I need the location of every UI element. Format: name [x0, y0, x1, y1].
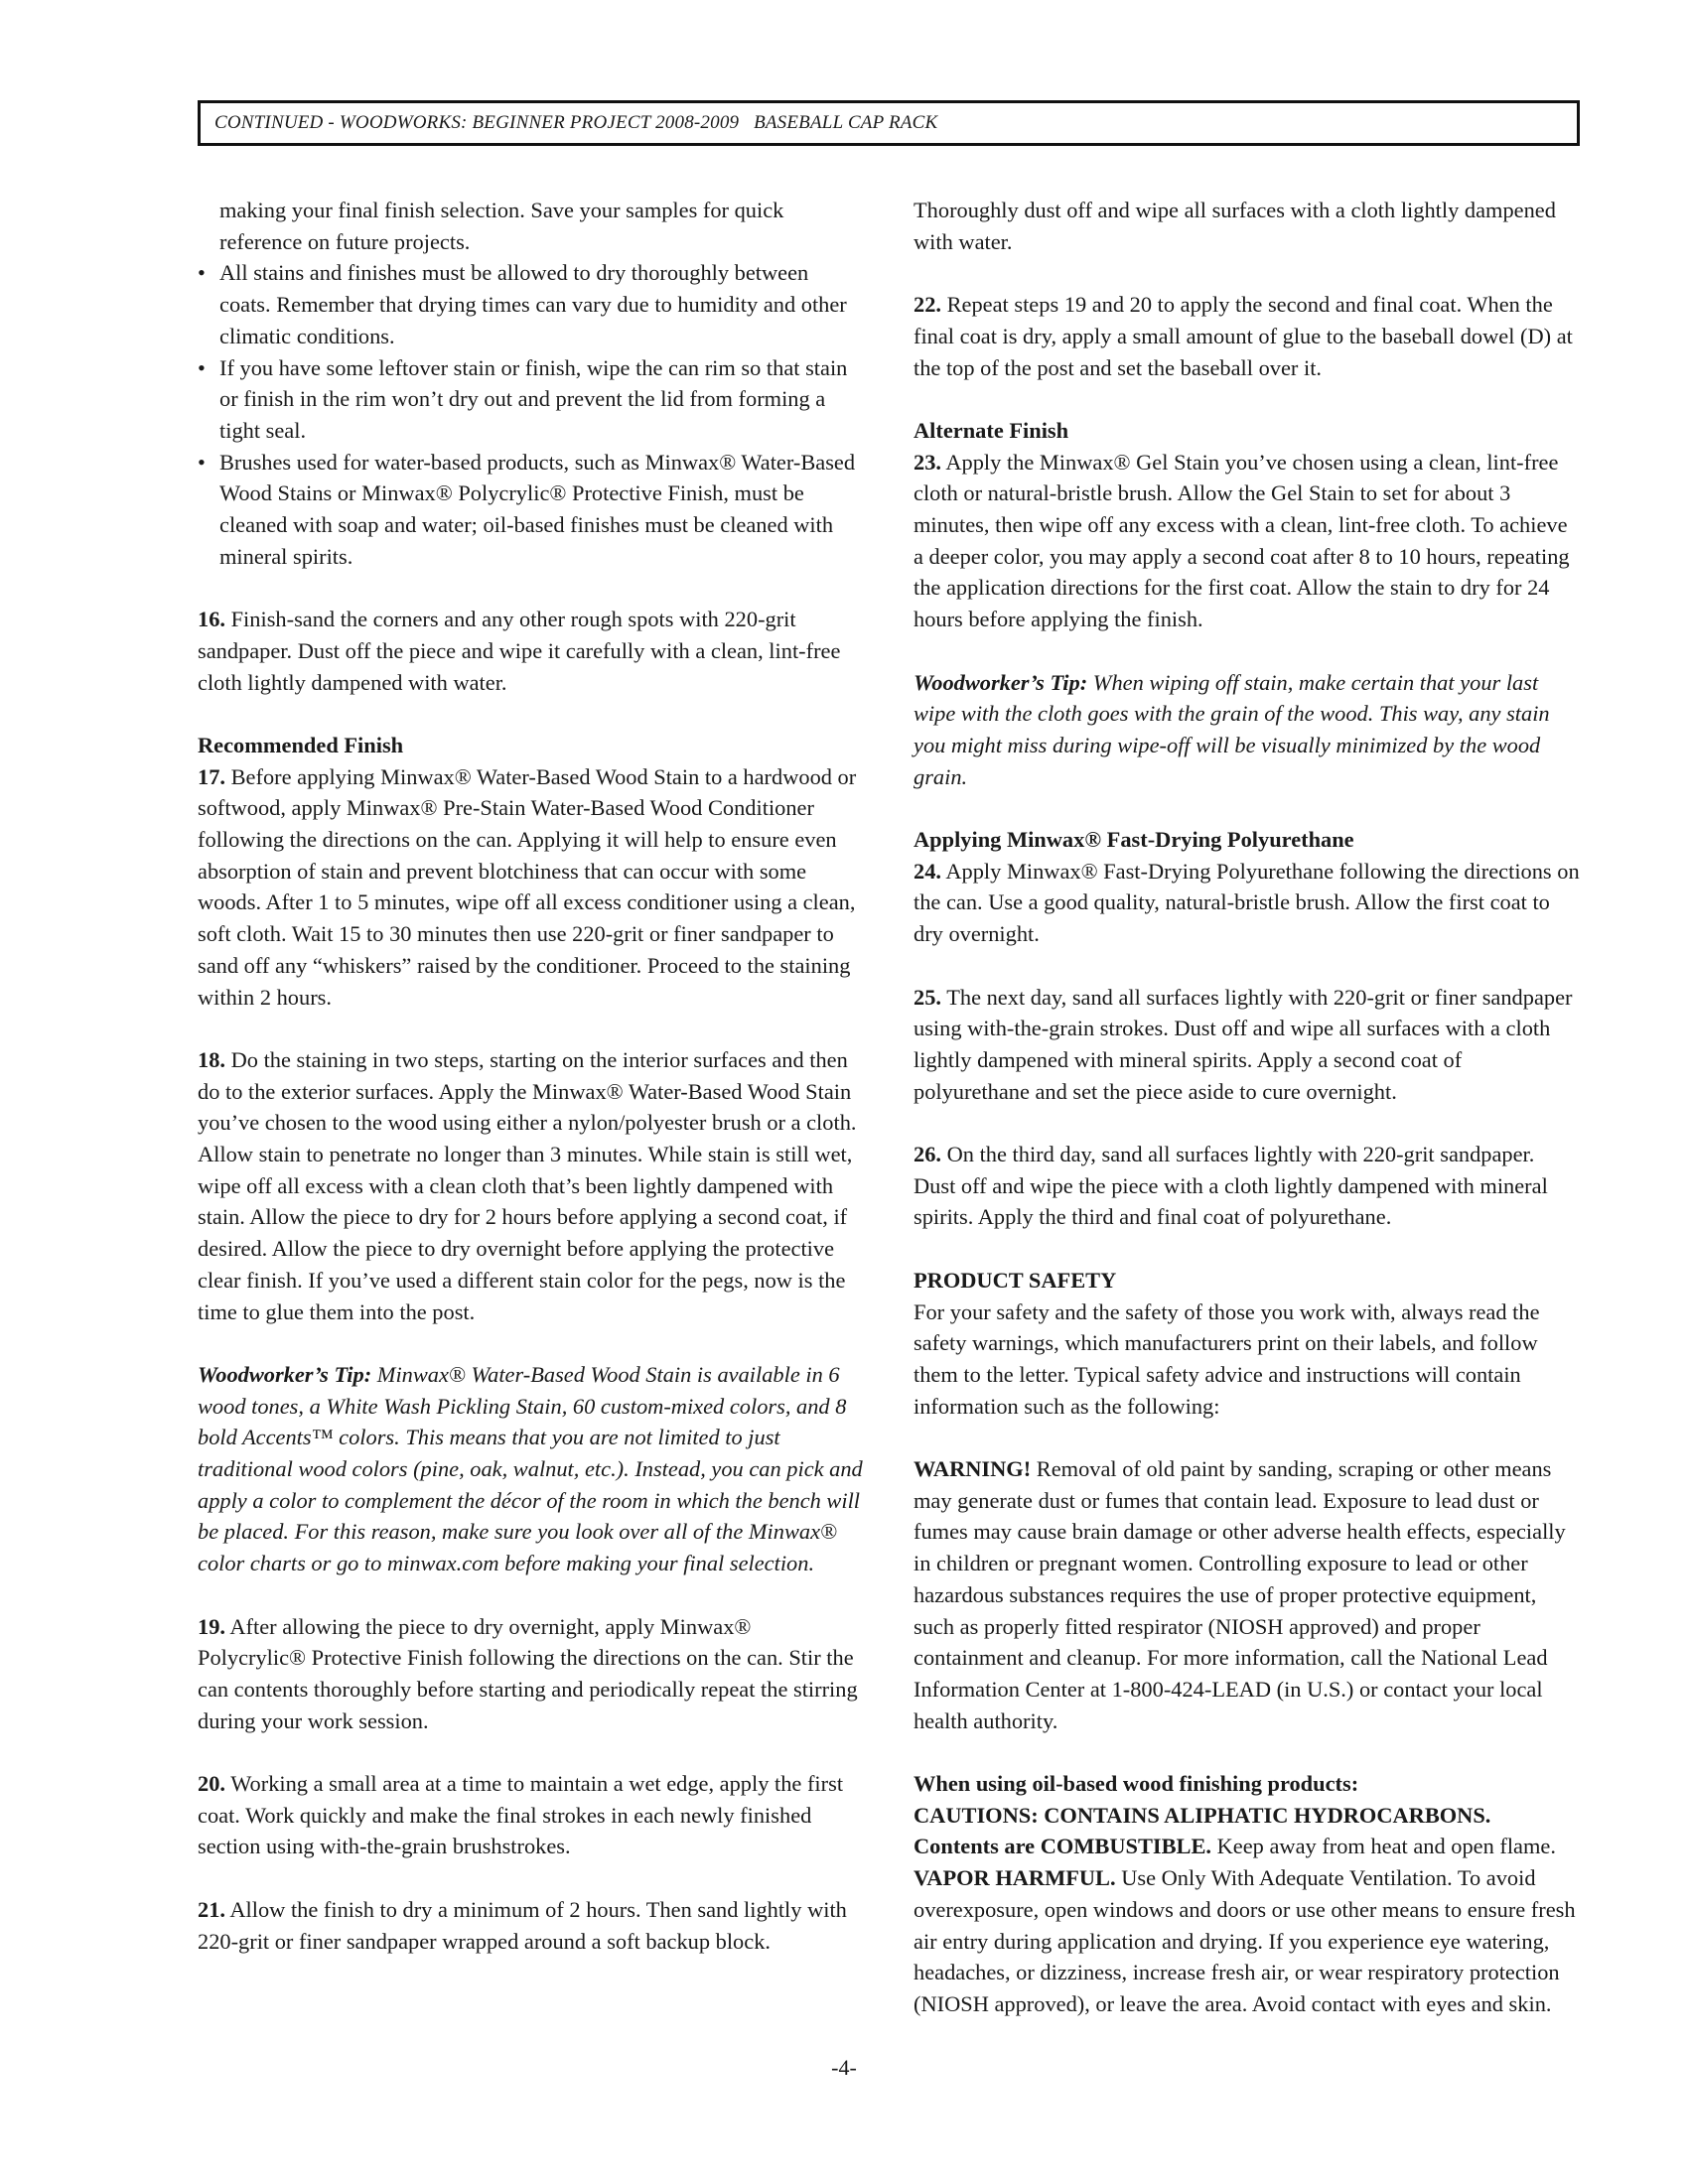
page-header — [198, 100, 1580, 146]
step-number: 24. — [914, 858, 941, 884]
step-text: Finish-sand the corners and any other rough spots with 220-grit sandpaper. Dust off the piece and wipe it carefully with a clean, lint-free cloth lightly dampened with water. — [198, 607, 841, 695]
lead-warning — [914, 1453, 1581, 1736]
tip-text: When wiping off stain, make certain that your last wipe with the cloth goes with the grain of the wood. This way, any stain you might miss during wipe-off will be visually minimized by the wood grain. — [914, 669, 1550, 789]
step-text: Allow the finish to dry a minimum of 2 hours. Then sand lightly with 220-grit or finer sandpaper wrapped around a soft backup block. — [198, 1896, 847, 1954]
step-text: On the third day, sand all surfaces lightly with 220-grit sandpaper. Dust off and wipe the piece with a cloth lightly dampened with mineral spirits. Apply the third and final coat of polyurethane. — [914, 1142, 1548, 1230]
step-text: Working a small area at a time to maintain a wet edge, apply the first coat. Work quickly and make the final strokes in each newly finished section using with-the-grain brushstrokes. — [198, 1771, 844, 1859]
step-number: 19. — [198, 1613, 225, 1639]
recommended-finish-heading: Recommended Finish — [198, 732, 404, 757]
step-26 — [914, 1139, 1581, 1233]
step-text: After allowing the piece to dry overnight, apply Minwax® Polycrylic® Protective Finish following the directions on the can. Stir the can contents thoroughly before starting and periodically repeat the stirring during your work session. — [198, 1613, 858, 1733]
step-18 — [198, 1044, 863, 1327]
step-number: 23. — [914, 449, 941, 475]
step-24 — [914, 856, 1581, 950]
woodworker-tip-1 — [198, 1359, 863, 1579]
tip-label: Woodworker’s Tip: — [198, 1361, 372, 1387]
step-17 — [198, 761, 863, 1014]
page-number: -4- — [831, 2055, 857, 2080]
step-number: 25. — [914, 984, 941, 1010]
vapor-label: VAPOR HARMFUL. — [914, 1865, 1116, 1891]
step-number: 21. — [198, 1896, 225, 1922]
oil-based-heading: When using oil-based wood finishing products: — [914, 1771, 1359, 1797]
oil-based-cautions — [914, 1800, 1581, 2020]
step-text: Apply Minwax® Fast-Drying Polyurethane following the directions on the can. Use a good quality, natural-bristle brush. Allow the first coat to dry overnight. — [914, 858, 1580, 947]
step-text: The next day, sand all surfaces lightly with 220-grit or finer sandpaper using with-the-grain strokes. Dust off and wipe all surfaces with a cloth lightly dampened with mineral spirits. Apply a second coat of polyurethane and set the piece aside to cure overnight. — [914, 984, 1573, 1104]
left-column — [198, 195, 863, 1957]
tip-text: Minwax® Water-Based Wood Stain is available in 6 wood tones, a White Wash Pickling Stain, 60 custom-mixed colors, and 8 bold Accents™ colors. This means that you are not limited to just traditional wood colors (pine, oak, walnut, etc.). Instead, you can pick and apply a color to complement the décor of the room in which the bench will be placed. For this reason, make sure you look over all of the Minwax® color charts or go to minwax.com before making your final selection. — [198, 1361, 863, 1576]
finishing-tips-list — [198, 257, 863, 572]
step-number: 22. — [914, 292, 941, 318]
woodworker-tip-2 — [914, 667, 1581, 793]
step-16 — [198, 604, 863, 698]
step-21 — [198, 1894, 863, 1957]
step-text: Do the staining in two steps, starting on the interior surfaces and then do to the exterior surfaces. Apply the Minwax® Water-Based Wood Stain you’ve chosen to the wood using either a nylon/polyester brush or a cloth. Allow stain to penetrate no longer than 3 minutes. While stain is still wet, wipe off all excess with a clean cloth that’s been lightly dampened with stain. Allow the piece to dry for 2 hours before applying a second coat, if desired. Allow the piece to dry overnight before applying the protective clear finish. If you’ve used a different stain color for the pegs, now is the time to glue them into the post. — [198, 1046, 857, 1324]
list-item: • All stains and finishes must be allowed to dry thoroughly between coats. Remember that drying times can vary due to humidity and other climatic conditions. — [198, 257, 863, 351]
tip-label: Woodworker’s Tip: — [914, 669, 1088, 695]
step-number: 20. — [198, 1771, 225, 1797]
product-safety-heading: PRODUCT SAFETY — [914, 1267, 1117, 1293]
step-number: 26. — [914, 1142, 941, 1166]
step-22 — [914, 289, 1581, 383]
step-number: 18. — [198, 1046, 225, 1072]
cautions-text: Keep away from heat and open flame. — [1216, 1834, 1556, 1859]
step-text: Before applying Minwax® Water-Based Wood Stain to a hardwood or softwood, apply Minwax® Pre-Stain Water-Based Wood Conditioner following the directions on the can. Applying it will help to ensure even absorption of stain and prevent blotchiness that can occur with some woods. After 1 to 5 minutes, wipe off all excess conditioner using a clean, soft cloth. Wait 15 to 30 minutes then use 220-grit or finer sandpaper to sand off any “whiskers” raised by the conditioner. Proceed to the staining within 2 hours. — [198, 763, 857, 1010]
product-safety-text: For your safety and the safety of those you work with, always read the safety warnings, which manufacturers print on their labels, and follow them to the letter. Typical safety advice and instructions will contain information such as the following: — [914, 1298, 1540, 1419]
alternate-finish-heading: Alternate Finish — [914, 417, 1069, 443]
warning-label: WARNING! — [914, 1456, 1032, 1481]
warning-text: Removal of old paint by sanding, scraping or other means may generate dust or fumes that contain lead. Exposure to lead dust or fumes may cause brain damage or other adverse health effects, especially in children or pregnant women. Controlling exposure to lead or other hazardous substances requires the use of proper protective equipment, such as properly fitted respirator (NIOSH approved) and proper containment and cleanup. For more information, call the National Lead Information Center at 1-800-424-LEAD (in U.S.) or contact your local health authority. — [914, 1456, 1566, 1733]
step-number: 17. — [198, 763, 225, 789]
step-19 — [198, 1611, 863, 1737]
step-text: Repeat steps 19 and 20 to apply the second and final coat. When the final coat is dry, apply a small amount of glue to the baseball dowel (D) at the top of the post and set the baseball over it. — [914, 292, 1573, 380]
cautions-text: Use Only With Adequate Ventilation. To avoid overexposure, open windows and doors or use other means to ensure fresh air entry during application and drying. If you experience eye watering, headaches, or dizziness, increase fresh air, or wear respiratory protection (NIOSH approved), or leave the area. Avoid contact with eyes and skin. — [914, 1865, 1576, 2016]
list-item: • If you have some leftover stain or finish, wipe the can rim so that stain or finish in the rim won’t dry out and prevent the lid from forming a tight seal. — [198, 352, 863, 447]
step-20 — [198, 1768, 863, 1862]
right-column — [914, 195, 1581, 2020]
cautions-label: CAUTIONS: CONTAINS ALIPHATIC HYDROCARBONS. Contents are COMBUSTIBLE. — [914, 1802, 1491, 1859]
header-title: CONTINUED - WOODWORKS: BEGINNER PROJECT 2008-2009 BASEBALL CAP RACK — [214, 112, 938, 133]
list-item: • Brushes used for water-based products, such as Minwax® Water-Based Wood Stains or Minwax® Polycrylic® Protective Finish, must be cleaned with soap and water; oil-based finishes must be cleaned with mineral spirits. — [198, 447, 863, 573]
step-21-continued: Thoroughly dust off and wipe all surfaces with a cloth lightly dampened with water. — [914, 198, 1556, 254]
step-25 — [914, 982, 1581, 1108]
intro-continued: making your final finish selection. Save your samples for quick reference on future projects. — [219, 198, 784, 254]
step-text: Apply the Minwax® Gel Stain you’ve chosen using a clean, lint-free cloth or natural-bristle brush. Allow the Gel Stain to set for about 3 minutes, then wipe off any excess with a clean, lint-free cloth. To achieve a deeper color, you may apply a second coat after 8 to 10 hours, repeating the application directions for the first coat. Allow the stain to dry for 24 hours before applying the finish. — [914, 449, 1570, 632]
polyurethane-heading: Applying Minwax® Fast-Drying Polyurethane — [914, 827, 1354, 852]
step-23 — [914, 447, 1581, 635]
step-number: 16. — [198, 607, 225, 632]
